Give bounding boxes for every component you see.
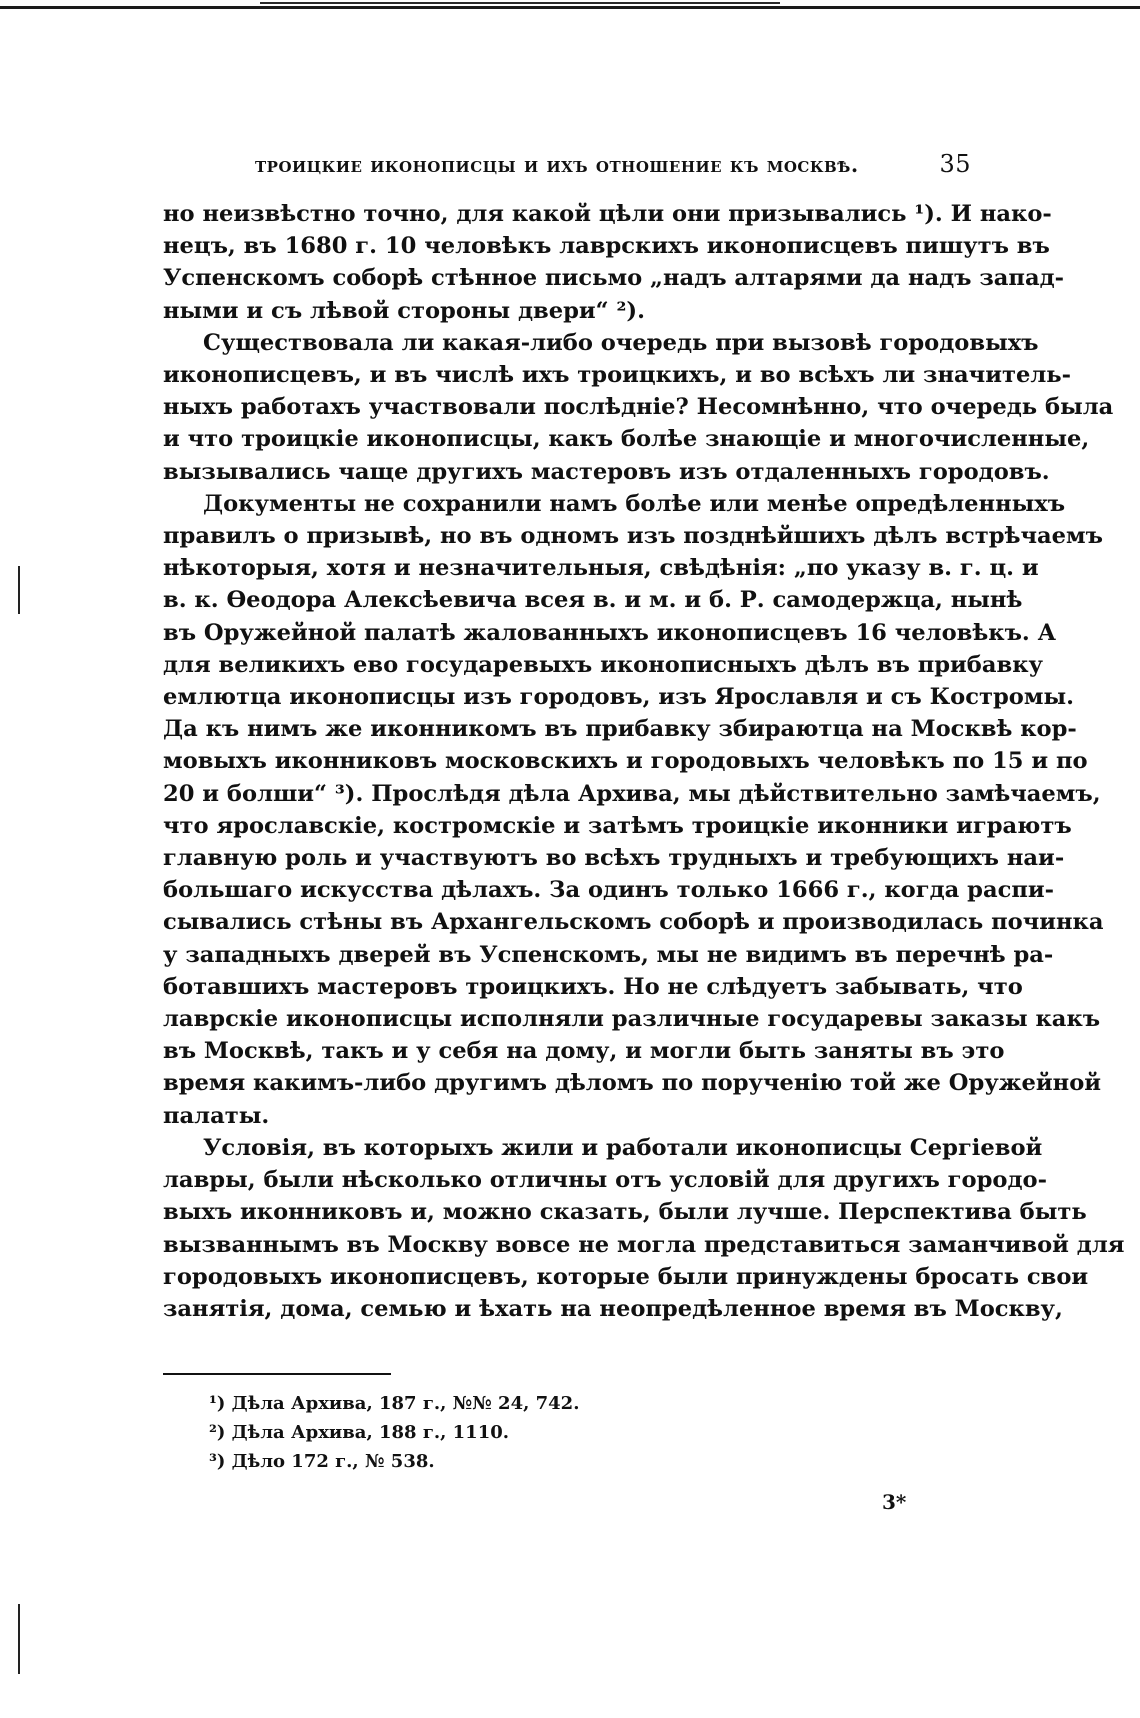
text-line: ными и съ лѣвой стороны двери“ ²). (163, 297, 645, 324)
top-edge-rule (0, 6, 1140, 9)
text-line: время какимъ-либо другимъ дѣломъ по порученію той же Оружейной (163, 1070, 1102, 1097)
footnote: ¹) Дѣла Архива, 187 г., №№ 24, 742. (209, 1393, 580, 1415)
paragraph (163, 1132, 1125, 1325)
text-line: въ Оружейной палатѣ жалованныхъ иконописцевъ 16 человѣкъ. А (163, 619, 1057, 646)
text-line: нѣкоторыя, хотя и незначительныя, свѣдѣнія: „по указу в. г. ц. и (163, 555, 1039, 582)
text-line: палаты. (163, 1102, 270, 1129)
text-line: лаврскіе иконописцы исполняли различные государевы заказы какъ (163, 1006, 1101, 1033)
text-line: сывались стѣны въ Архангельскомъ соборѣ и производилась починка (163, 909, 1104, 936)
footnote: ³) Дѣло 172 г., № 538. (209, 1451, 435, 1473)
text-line: вызваннымъ въ Москву вовсе не могла представиться заманчивой для (163, 1231, 1125, 1258)
running-header (163, 150, 971, 178)
footnote-separator (163, 1373, 391, 1375)
text-line: емлютца иконописцы изъ городовъ, изъ Ярославля и съ Костромы. (163, 684, 1074, 711)
text-line: лавры, были нѣсколько отличны отъ условій для другихъ городо- (163, 1167, 1047, 1194)
text-line: но неизвѣстно точно, для какой цѣли они призывались ¹). И нако- (163, 201, 1052, 227)
text-line: правилъ о призывѣ, но въ одномъ изъ позднѣйшихъ дѣлъ встрѣчаемъ (163, 523, 1103, 550)
page-number: 35 (939, 150, 971, 178)
margin-mark (18, 1604, 20, 1674)
paragraph (163, 327, 1114, 488)
text-line: и что троицкіе иконописцы, какъ болѣе знающіе и многочисленные, (163, 426, 1090, 453)
text-line: въ Москвѣ, такъ и у себя на дому, и могли быть заняты въ это (163, 1038, 1005, 1065)
text-line: главную роль и участвуютъ во всѣхъ трудныхъ и требующихъ наи- (163, 845, 1065, 872)
text-line: Да къ нимъ же иконникомъ въ прибавку збираютца на Москвѣ кор- (163, 716, 1077, 743)
text-line: у западныхъ дверей въ Успенскомъ, мы не видимъ въ перечнѣ ра- (163, 941, 1054, 968)
text-line: нецъ, въ 1680 г. 10 человѣкъ лаврскихъ иконописцевъ пишутъ въ (163, 233, 1050, 260)
text-line: что ярославскіе, костромскіе и затѣмъ троицкіе иконники играютъ (163, 812, 1072, 839)
paragraph (163, 198, 1065, 327)
text-line: занятія, дома, семью и ѣхать на неопредѣленное время въ Москву, (163, 1295, 1063, 1322)
margin-mark (18, 566, 20, 614)
text-line: в. к. Ѳеодора Алексѣевича всея в. и м. и б. Р. самодержца, нынѣ (163, 587, 1023, 614)
text-line: Успенскомъ соборѣ стѣнное письмо „надъ алтарями да надъ запад- (163, 265, 1065, 292)
text-line: Существовала ли какая-либо очередь при вызовѣ городовыхъ (203, 329, 1039, 356)
text-line: Документы не сохранили намъ болѣе или менѣе опредѣленныхъ (203, 490, 1066, 517)
document-page (163, 150, 1125, 1476)
text-line: 20 и болши“ ³). Прослѣдя дѣла Архива, мы дѣйствительно замѣчаемъ, (163, 780, 1101, 807)
top-edge-rule-secondary (260, 2, 780, 4)
text-line: большаго искусства дѣлахъ. За одинъ только 1666 г., когда распи- (163, 877, 1055, 904)
printer-signature-mark: 3* (882, 1490, 907, 1514)
text-line: выхъ иконниковъ и, можно сказать, были лучше. Перспектива быть (163, 1199, 1087, 1226)
text-line: вызывались чаще другихъ мастеровъ изъ отдаленныхъ городовъ. (163, 458, 1050, 485)
text-line: городовыхъ иконописцевъ, которые были принуждены бросать свои (163, 1263, 1089, 1290)
text-line: ныхъ работахъ участвовали послѣдніе? Несомнѣнно, что очередь была (163, 394, 1114, 421)
text-line: иконописцевъ, и въ числѣ ихъ троицкихъ, и во всѣхъ ли значитель- (163, 362, 1071, 389)
footnotes (163, 1389, 971, 1476)
body-text (163, 198, 1125, 1325)
running-title: троицкие иконописцы и ихъ отношение къ москвѣ. (255, 152, 859, 177)
text-line: мовыхъ иконниковъ московскихъ и городовыхъ человѣкъ по 15 и по (163, 748, 1088, 775)
paragraph (163, 488, 1104, 1132)
footnote: ²) Дѣла Архива, 188 г., 1110. (209, 1422, 510, 1444)
text-line: ботавшихъ мастеровъ троицкихъ. Но не слѣдуетъ забывать, что (163, 973, 1023, 1000)
text-line: для великихъ ево государевыхъ иконописныхъ дѣлъ въ прибавку (163, 651, 1043, 678)
text-line: Условія, въ которыхъ жили и работали иконописцы Сергіевой (203, 1134, 1043, 1161)
